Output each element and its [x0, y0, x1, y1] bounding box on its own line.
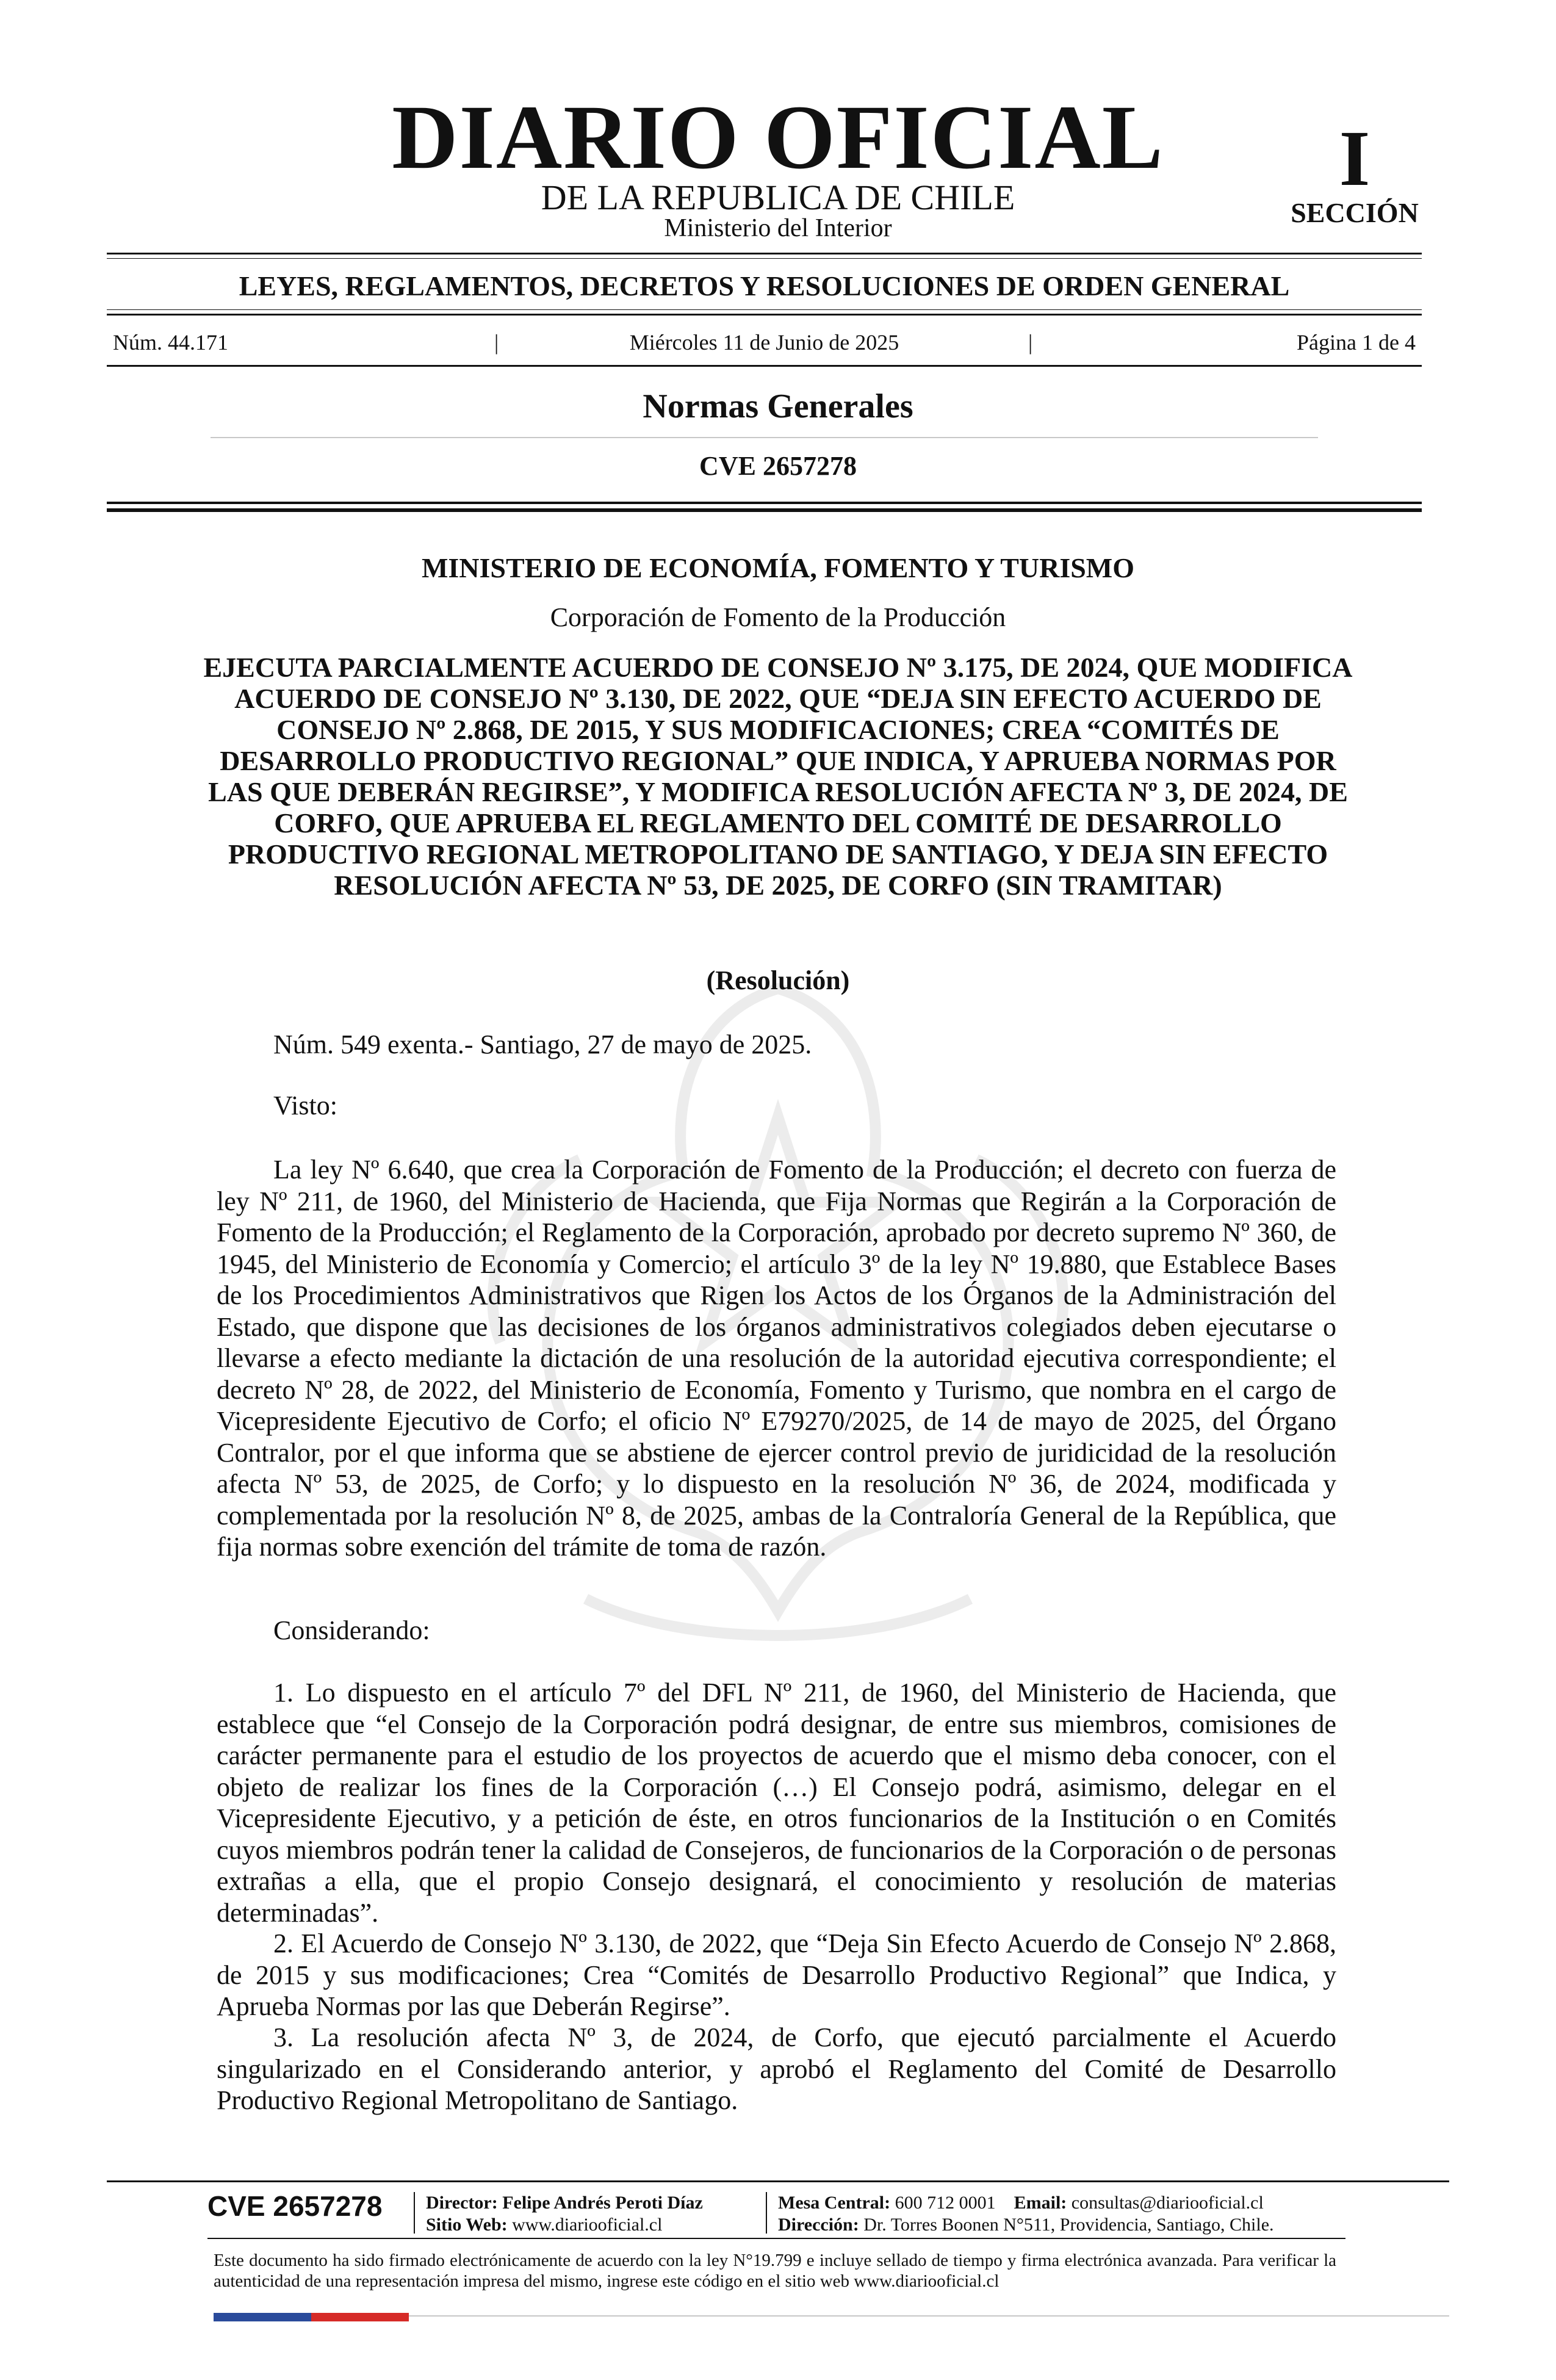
visto-paragraph: La ley Nº 6.640, que crea la Corporación de Fomento de la Producción; el decreto con fuerza de ley Nº 211, de 1960, del Ministerio de Hacienda, que Fija Normas que Regirán a la Corporación de Fomento de la Producción; el Reglamento de la Corporación, aprobado por decreto supremo Nº 360, de 1945, del Ministerio de Economía y Comercio; el artículo 3º de la ley Nº 19.880, que Establece Bases de los Procedimientos Administrativos que Rigen los Actos de los Órganos de la Administración del Estado, que dispone que las decisiones de los órganos administrativos colegiados deben ejecutarse o llevarse a efecto mediante la dictación de una resolución de la autoridad ejecutiva correspondiente; el decreto Nº 28, de 2022, del Ministerio de Economía, Fomento y Turismo, que nombra en el cargo de Vicepresidente Ejecutivo de Corfo; el oficio Nº E79270/2025, de 14 de mayo de 2025, del Órgano Contralor, por el que informa que se abstiene de ejercer control previo de juridicidad de la resolución afecta Nº 53, de 2025, de Corfo; y lo dispuesto en la resolución Nº 36, de 2024, modificada y complementada por la resolución Nº 8, de 2025, ambas de la Contraloría General de la República, que fija normas sobre exención del trámite de toma de razón.: [217, 1155, 1336, 1562]
footer-cve-code: CVE 2657278: [207, 2190, 383, 2222]
footer-rule: [107, 2180, 1449, 2182]
section-number: I: [1339, 115, 1371, 203]
footer-divider: [766, 2192, 767, 2234]
visto-heading: Visto:: [273, 1091, 337, 1120]
footer-divider: [414, 2192, 415, 2234]
cve-code: CVE 2657278: [699, 451, 857, 481]
section-divider: [211, 437, 1318, 438]
ministry-heading: MINISTERIO DE ECONOMÍA, FOMENTO Y TURISMO: [421, 552, 1134, 583]
laws-heading: LEYES, REGLAMENTOS, DECRETOS Y RESOLUCIONES DE ORDEN GENERAL: [239, 270, 1290, 301]
newspaper-title: DIARIO OFICIAL: [392, 87, 1164, 188]
resolution-number-line: Núm. 549 exenta.- Santiago, 27 de mayo de 2025.: [273, 1030, 812, 1059]
considerando-item: 1. Lo dispuesto en el artículo 7º del DFL Nº 211, de 1960, del Ministerio de Hacienda, que establece que “el Consejo de la Corporación podrá designar, de entre sus miembros, comisiones de carácter permanente para el estudio de los proyectos de acuerdo que el mismo deba conocer, con el objeto de realizar los fines de la Corporación (…) El Consejo podrá, asimismo, delegar en el Vicepresidente Ejecutivo, y a petición de éste, en otros funcionarios de la Institución o en Comités cuyos miembros podrán tener la calidad de Consejeros, de funcionarios de la Corporación o de personas extrañas a ella, que el propio Consejo designará, el conocimiento y resolución de materias determinadas”.: [217, 1678, 1336, 1928]
considerando-item: 3. La resolución afecta Nº 3, de 2024, de Corfo, que ejecutó parcialmente el Acuerdo singularizado en el Considerando anterior, y aprobó el Reglamento del Comité de Desarrollo Productivo Regional Metropolitano de Santiago.: [217, 2022, 1336, 2115]
flag-stripe-blue: [214, 2313, 311, 2321]
issue-number: Núm. 44.171: [113, 330, 228, 355]
header-rule-bold-2: [107, 508, 1422, 512]
laws-rule-thin: [107, 309, 1422, 310]
masthead-rule-thin: [107, 258, 1422, 259]
footer-bottom-line: [409, 2315, 1449, 2317]
resolution-title: EJECUTA PARCIALMENTE ACUERDO DE CONSEJO Nº 3.175, DE 2024, QUE MODIFICA ACUERDO DE CONSEJO Nº 3.130, DE 2022, QUE “DEJA SIN EFECTO ACUERDO DE CONSEJO Nº 2.868, DE 2015, Y SUS MODIFICACIONES; CREA “COMITÉS DE DESARROLLO PRODUCTIVO REGIONAL” QUE INDICA, Y APRUEBA NORMAS POR LAS QUE DEBERÁN REGIRSE”, Y MODIFICA RESOLUCIÓN AFECTA Nº 3, DE 2024, DE CORFO, QUE APRUEBA EL REGLAMENTO DEL COMITÉ DE DESARROLLO PRODUCTIVO REGIONAL METROPOLITANO DE SANTIAGO, Y DEJA SIN EFECTO RESOLUCIÓN AFECTA Nº 53, DE 2025, DE CORFO (SIN TRAMITAR): [203, 652, 1353, 901]
masthead-rule-top: [107, 253, 1422, 254]
website-link[interactable]: www.diariooficial.cl: [512, 2215, 663, 2235]
address-value: Dr. Torres Boonen N°511, Providencia, Santiago, Chile.: [863, 2215, 1274, 2235]
footer-rule-2: [207, 2238, 1345, 2239]
director-name: Felipe Andrés Peroti Díaz: [502, 2193, 703, 2213]
info-separator: |: [1028, 330, 1033, 355]
footer-address: Dirección: Dr. Torres Boonen N°511, Providencia, Santiago, Chile.: [778, 2215, 1274, 2235]
considerando-item: 2. El Acuerdo de Consejo Nº 3.130, de 2022, que “Deja Sin Efecto Acuerdo de Consejo Nº 2.868, de 2015 y sus modificaciones; Crea “Comités de Desarrollo Productivo Regional” que Indica, y Aprueba Normas por las que Deberán Regirse”.: [217, 1928, 1336, 2021]
laws-rule: [107, 314, 1422, 316]
footer-contact: Mesa Central: 600 712 0001 Email: consultas@diariooficial.cl: [778, 2193, 1264, 2213]
document-type: (Resolución): [706, 965, 850, 995]
section-label: SECCIÓN: [1291, 197, 1419, 228]
agency-name: Corporación de Fomento de la Producción: [550, 602, 1006, 632]
header-rule-bold: [107, 502, 1422, 504]
issue-date: Miércoles 11 de Junio de 2025: [629, 330, 899, 355]
footer-legal-notice: Este documento ha sido firmado electrónicamente de acuerdo con la ley N°19.799 e incluye sellado de tiempo y firma electrónica avanzada. Para verificar la autenticidad de una representación impresa del mismo, ingrese este código en el sitio web www.diariooficial.cl: [214, 2251, 1336, 2291]
section-heading: Normas Generales: [643, 388, 913, 425]
footer-director: Director: Felipe Andrés Peroti Díaz: [426, 2193, 703, 2213]
email-link[interactable]: consultas@diariooficial.cl: [1071, 2193, 1264, 2213]
considerando-heading: Considerando:: [273, 1615, 430, 1645]
flag-stripe-red: [311, 2313, 409, 2321]
newspaper-subtitle: DE LA REPUBLICA DE CHILE: [541, 178, 1015, 217]
footer-website: Sitio Web: www.diariooficial.cl: [426, 2215, 663, 2235]
info-separator: |: [494, 330, 499, 355]
phone-number: 600 712 0001: [895, 2193, 996, 2213]
ministry-line: Ministerio del Interior: [664, 214, 892, 242]
page-indicator: Página 1 de 4: [1297, 330, 1416, 355]
info-rule: [107, 365, 1422, 367]
